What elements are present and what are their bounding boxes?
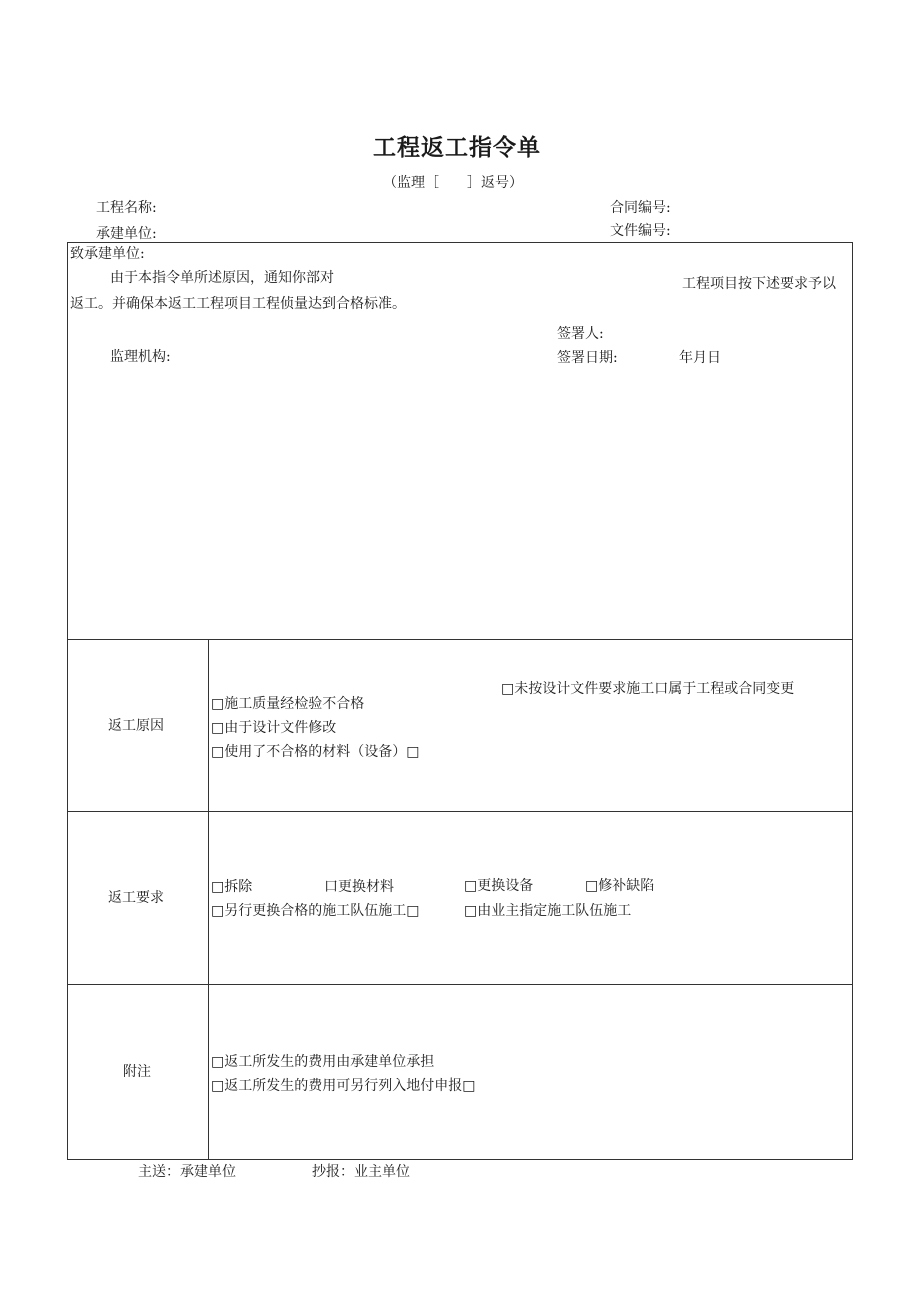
req-owner-team: □由业主指定施工队伍施工 [464,903,632,919]
row-divider-1 [67,639,853,640]
req-replace-materials: 口更换材料 [324,879,394,895]
notice-body-line1b: 工程项目按下述要求予以 [682,276,836,292]
row-divider-3 [67,984,853,985]
requirements-label: 返工要求 [108,890,164,906]
project-name-label: 工程名称: [96,200,157,216]
reason-design-or-change: □未按设计文件要求施工口属于工程或合同变更 [501,681,795,697]
reason-design-modified: □由于设计文件修改 [211,720,337,736]
contract-no-label: 合同编号: [610,200,671,216]
to-contractor-label: 致承建单位: [70,246,145,262]
document-subtitle: （监理［ ］返号） [383,175,523,191]
req-replace-team: □另行更换合格的施工队伍施工□ [211,903,420,919]
document-title: 工程返工指令单 [373,135,541,161]
column-divider [208,639,209,1160]
notice-body-line1a: 由于本指令单所述原因，通知你部对 [110,270,334,286]
reasons-label: 返工原因 [108,718,164,734]
signer-label: 签署人: [557,326,604,342]
copy-to: 抄报：业主单位 [312,1164,410,1180]
notes-label: 附注 [123,1064,151,1080]
notice-body-line2: 返工。并确保本返工工程项目工程侦量达到合格标准。 [70,296,406,312]
reason-unqualified-materials: □使用了不合格的材料（设备）□ [211,744,420,760]
contractor-label: 承建单位: [96,226,157,242]
sign-date-label: 签署日期: [557,350,618,366]
supervisor-label: 监理机构: [110,349,171,365]
order-table [67,242,853,1160]
req-replace-equipment: □更换设备 [464,878,534,894]
reason-quality-failed: □施工质量经检验不合格 [211,696,365,712]
req-repair-defects: □修补缺陷 [585,878,655,894]
note-cost-separate: □返工所发生的费用可另行列入地付申报□ [211,1078,476,1094]
note-cost-contractor: □返工所发生的费用由承建单位承担 [211,1054,435,1070]
row-divider-2 [67,811,853,812]
date-placeholder: 年月日 [679,350,721,366]
file-no-label: 文件编号: [610,223,671,239]
main-send: 主送：承建单位 [138,1164,236,1180]
req-demolish: □拆除 [211,879,253,895]
